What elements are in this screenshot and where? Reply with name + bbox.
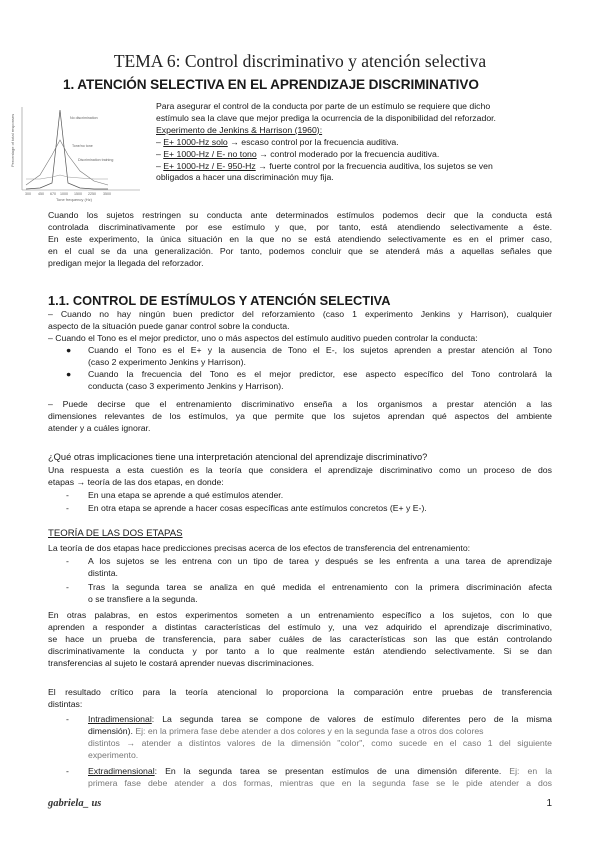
question-line: ¿Qué otras implicaciones tiene una interpretación atencional del aprendizaje discriminativo?: [48, 452, 428, 462]
figure-xtick: 1500: [74, 192, 82, 196]
condition-3: – E+ 1000-Hz / E- 950-Hz → fuerte control por la frecuencia auditiva, los sujetos se ven: [156, 160, 493, 171]
bullet-item: Cuando la frecuencia del Tono es el mejor predictor, ese aspecto específico del Tono controlará la conducta (caso 3 experimento Jenkins y Harrison).: [88, 369, 552, 391]
paragraph-2: En otras palabras, en estos experimentos someten a un entrenamiento específico a los sujetos, con lo que aprenden a responder a distintas características del estímulo y, una vez adquirido el aprendizaje discriminativo, se hace un prueba de transferencia, para saber cuáles de las características son las que están controlando discriminativamente la conducta y por tanto a lo que realmente están atendiendo selectivamente. Si se dan transferencias al sujeto le costará aprender nuevas discriminaciones.: [48, 610, 552, 668]
curve-tone-no-tone: [26, 140, 108, 185]
list-dash: -: [66, 582, 69, 592]
bullet-dot: ●: [66, 345, 72, 355]
stage-2: En otra etapa se aprende a hacer cosas específicas ante estímulos concretos (E+ y E-).: [88, 503, 427, 513]
figure-label-b: Tone/no tone: [72, 144, 93, 148]
paragraph-dash-3: – Puede decirse que el entrenamiento discriminativo enseña a los organismos a prestar atención a las dimensiones relevantes de los estímulos, ya que permite que los sujetos aprendan qué aspectos del ambiente atender y a cuáles ignorar.: [48, 399, 552, 433]
figure-xtick: 300: [25, 192, 31, 196]
curve-discrimination: [26, 110, 108, 189]
figure-label-c: Discrimination training: [78, 158, 114, 162]
figure-xtick: 1000: [60, 192, 68, 196]
section-heading-1: 1. ATENCIÓN SELECTIVA EN EL APRENDIZAJE DISCRIMINATIVO: [63, 77, 479, 92]
footer-author: gabriela_ us: [48, 798, 102, 809]
figure-xtick: 670: [50, 192, 56, 196]
list-dash: -: [66, 490, 69, 500]
two-stage-intro: La teoría de dos etapas hace predicciones precisas acerca de los efectos de transferencia del entrenamiento:: [48, 543, 471, 553]
two-stage-item-1: A los sujetos se les entrena con un tipo de tarea y después se les enfrenta a una tarea de aprendizaje distinta.: [88, 556, 552, 578]
stage-1: En una etapa se aprende a qué estímulos atender.: [88, 490, 284, 500]
figure-xlabel: Tone frequency (Hz): [56, 197, 93, 202]
dash-list: – Cuando no hay ningún buen predictor del reforzamiento (caso 1 experimento Jenkins y Harrison), cualquier aspecto de la situación puede ganar control sobre la conducta. – Cuando el Tono es el mejor predictor, uno o más aspectos del estímulo auditivo pueden controlar la conducta:: [48, 309, 552, 343]
intro-block: Para asegurar el control de la conducta por parte de un estímulo se requiere que dicho estímulo sea la clave que mejor prediga la ocurrencia de la disponibilidad del reforzador. Experimento de Jenkins & Harrison (1960): – E+ 1000-Hz solo → escaso control por la frecuencia auditiva. – E+ 1000-Hz / E- no tono → control moderado por la frecuencia auditiva. – E+ 1000-Hz / E- 950-Hz → fuerte control por la frecuencia auditiva, los sujetos se ven obligados a hacer una discriminación muy fija.: [156, 101, 552, 184]
extradimensional-item: Extradimensional: En la segunda tarea se presentan estímulos de una dimensión diferente. Ej: en la primera fase debe atender a dos formas, mientras que en la segunda fase se le pide atender a dos: [88, 766, 552, 788]
paragraph-3: El resultado crítico para la teoría atencional lo proporciona la comparación entre pruebas de transferencia distintas:: [48, 687, 552, 709]
figure-xtick: 3500: [103, 192, 111, 196]
two-stage-item-2: Tras la segunda tarea se analiza en qué medida el entrenamiento con la primera discriminación afecta o se transfiere a la segunda.: [88, 582, 552, 604]
figure-ylabel: Percentage of total responses: [10, 113, 15, 167]
bullet-item: Cuando el Tono es el E+ y la ausencia de Tono el E-, los sujetos aprenden a prestar atención al Tono (caso 2 experimento Jenkins y Harrison).: [88, 345, 552, 367]
list-dash: -: [66, 714, 69, 724]
condition-1: – E+ 1000-Hz solo → escaso control por la frecuencia auditiva.: [156, 136, 399, 147]
intradimensional-item: Intradimensional: La segunda tarea se compone de valores de estímulo diferentes pero de la misma dimensión). Ej: en la primera fase debe atender a dos colores y en la segunda fase a otros dos colores distintos → atender a distintos valores de la dimensión "color", como sucede en el caso 1 del siguiente experimento.: [88, 714, 552, 760]
experiment-title: Experimento de Jenkins & Harrison (1960):: [156, 124, 323, 135]
list-dash: -: [66, 556, 69, 566]
figure-xtick: 450: [38, 192, 44, 196]
bullet-dot: ●: [66, 369, 72, 379]
section-heading-1-1: 1.1. CONTROL DE ESTÍMULOS Y ATENCIÓN SELECTIVA: [48, 293, 391, 308]
paragraph-1: Cuando los sujetos restringen su conducta ante determinados estímulos podemos decir que la conducta está controlada discriminativamente por ese estímulo y que, por tanto, está atendiendo selectivamente a éste. En este experimento, la única situación en la que no se está atendiendo selectivamente es en el primer caso, en el cual se da una generalización. Por tanto, podemos concluir que se atenderá más a aquellas señales que predigan mejor la llegada del reforzador.: [48, 210, 552, 268]
page-number: 1: [546, 798, 552, 809]
list-dash: -: [66, 503, 69, 513]
page-title: TEMA 6: Control discriminativo y atención selectiva: [113, 51, 487, 71]
figure-xtick: 2250: [88, 192, 96, 196]
answer-block: Una respuesta a esta cuestión es la teoría que considera el aprendizaje discriminativo como un proceso de dos etapas → teoría de las dos etapas, en donde:: [48, 465, 552, 487]
figure-label-a: No discrimination: [70, 116, 98, 120]
condition-2: – E+ 1000-Hz / E- no tono → control moderado por la frecuencia auditiva.: [156, 148, 440, 159]
heading-two-stage-theory: TEORÍA DE LAS DOS ETAPAS: [48, 528, 183, 539]
list-dash: -: [66, 766, 69, 776]
